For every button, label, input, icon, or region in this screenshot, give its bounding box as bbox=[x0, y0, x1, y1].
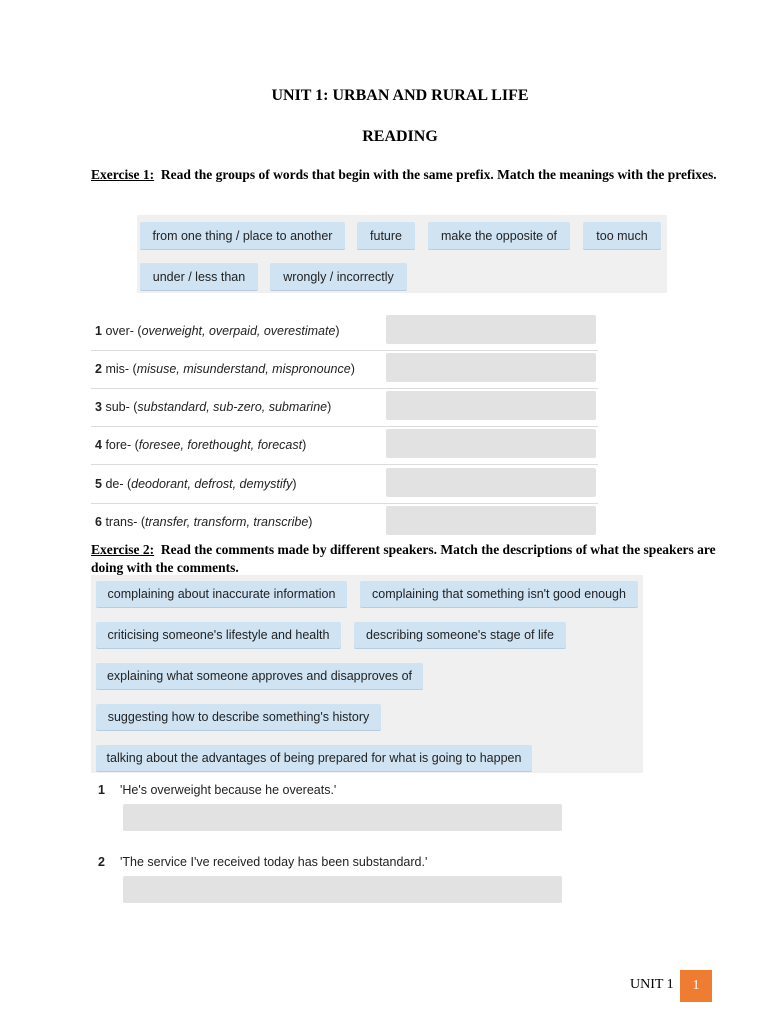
exercise1-label: Exercise 1: bbox=[91, 167, 155, 182]
match-row bbox=[91, 388, 598, 427]
match-label: 4 fore- (foresee, forethought, forecast) bbox=[95, 438, 307, 452]
answer-dropzone[interactable] bbox=[386, 353, 596, 382]
option-chip[interactable]: too much bbox=[583, 222, 661, 249]
match-label: 3 sub- (substandard, sub-zero, submarine) bbox=[95, 400, 332, 414]
answer-dropzone[interactable] bbox=[386, 391, 596, 420]
answer-dropzone[interactable] bbox=[386, 315, 596, 344]
answer-dropzone[interactable] bbox=[386, 468, 596, 497]
answer-dropzone[interactable] bbox=[386, 429, 596, 458]
option-chip[interactable]: complaining about inaccurate information bbox=[96, 581, 347, 607]
option-chip[interactable]: describing someone's stage of life bbox=[354, 622, 566, 648]
option-chip[interactable]: suggesting how to describe something's history bbox=[96, 704, 381, 730]
option-chip[interactable]: talking about the advantages of being prepared for what is going to happen bbox=[96, 745, 532, 771]
question-number: 1 bbox=[98, 783, 105, 797]
match-label: 1 over- (overweight, overpaid, overestimate) bbox=[95, 324, 340, 338]
answer-dropzone[interactable] bbox=[123, 804, 562, 831]
match-label: 5 de- (deodorant, defrost, demystify) bbox=[95, 477, 297, 491]
page-number: 1 bbox=[680, 970, 712, 1002]
match-row bbox=[91, 426, 598, 465]
match-row bbox=[91, 465, 598, 504]
exercise2-label: Exercise 2: bbox=[91, 542, 155, 557]
option-chip[interactable]: under / less than bbox=[140, 263, 258, 290]
question-1 bbox=[98, 783, 336, 797]
option-chip[interactable]: criticising someone's lifestyle and health bbox=[96, 622, 341, 648]
option-chip[interactable]: future bbox=[357, 222, 415, 249]
option-chip[interactable]: wrongly / incorrectly bbox=[270, 263, 407, 290]
exercise2-text: Read the comments made by different speakers. Match the descriptions of what the speakers are doing with the comments. bbox=[91, 542, 716, 575]
unit-title: UNIT 1: URBAN AND RURAL LIFE bbox=[271, 87, 529, 104]
option-chip[interactable]: complaining that something isn't good enough bbox=[360, 581, 638, 607]
question-2 bbox=[98, 855, 427, 869]
match-label: 6 trans- (transfer, transform, transcribe) bbox=[95, 515, 313, 529]
match-row bbox=[91, 312, 598, 351]
exercise2-instruction bbox=[91, 541, 721, 577]
option-chip[interactable]: make the opposite of bbox=[428, 222, 570, 249]
exercise1-instruction bbox=[91, 166, 721, 184]
answer-dropzone[interactable] bbox=[123, 876, 562, 903]
answer-dropzone[interactable] bbox=[386, 506, 596, 535]
question-text: 'The service I've received today has been substandard.' bbox=[120, 855, 428, 869]
match-label: 2 mis- (misuse, misunderstand, mispronounce) bbox=[95, 362, 355, 376]
footer-unit-label: UNIT 1 bbox=[630, 977, 674, 992]
exercise1-text: Read the groups of words that begin with the same prefix. Match the meanings with the prefixes. bbox=[160, 167, 717, 182]
section-title: READING bbox=[362, 128, 438, 145]
match-row bbox=[91, 350, 598, 389]
option-chip[interactable]: explaining what someone approves and disapproves of bbox=[96, 663, 423, 689]
option-chip[interactable]: from one thing / place to another bbox=[140, 222, 345, 249]
match-row bbox=[91, 503, 598, 541]
question-text: 'He's overweight because he overeats.' bbox=[120, 783, 337, 797]
question-number: 2 bbox=[98, 855, 105, 869]
